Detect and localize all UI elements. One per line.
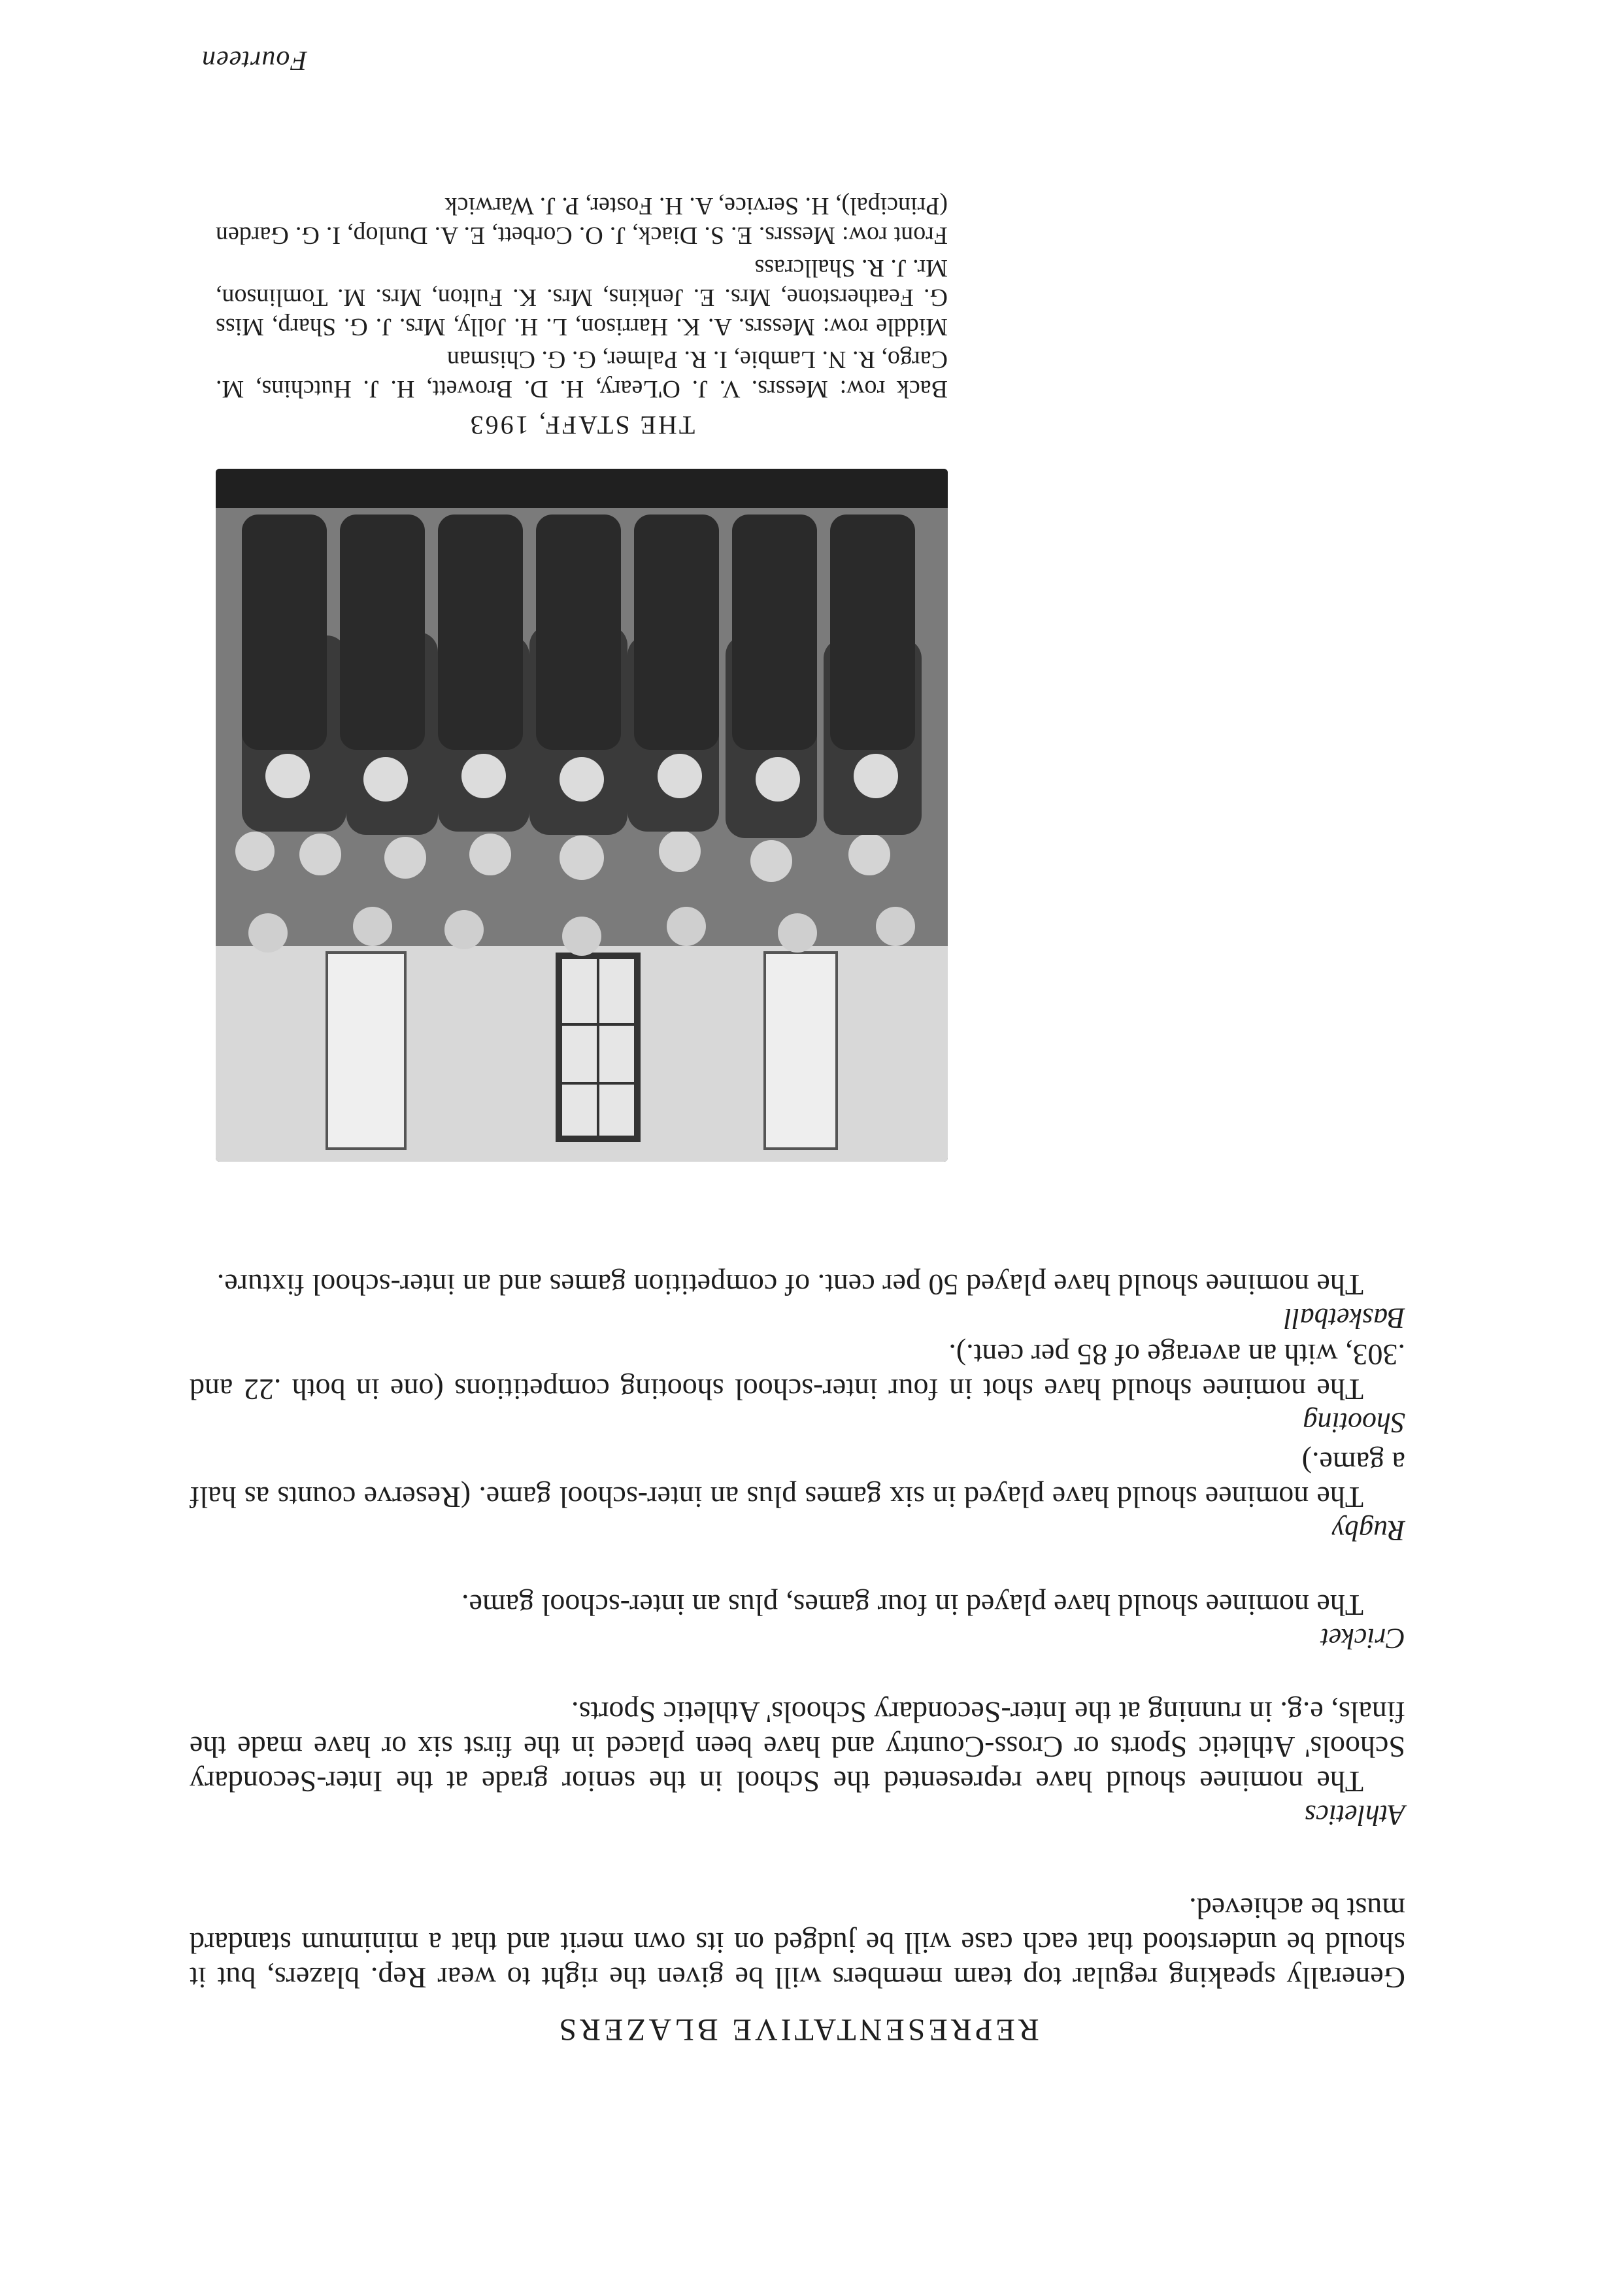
caption-back-row: Back row: Messrs. V. J. O'Leary, H. D. Browett, H. J. Hutchins, M. Cargo, R. N. Lambie, I. R. Palmer, G. G. Chisman xyxy=(216,346,948,403)
section-title-athletics: Athletics xyxy=(1305,1799,1405,1831)
caption-front-row: Front row: Messrs. E. S. Diack, J. O. Corbett, E. A. Dunlop, I. G. Garden (Principal), H. Service, A. H. Foster, P. J. Warwick xyxy=(216,192,948,249)
section-body-cricket: The nominee should have played in four games, plus an inter-school game. xyxy=(461,1589,1363,1622)
section-body-basketball: The nominee should have played 50 per cent. of competition games and an inter-school fixture. xyxy=(216,1268,1363,1302)
section-body-athletics: The nominee should have represented the School in the senior grade at the Inter-Secondary Schools' Athletic Sports or Cross-Country and have been placed in the first six or have made the finals, e.g. in running at the Inter-Secondary Schools' Athletic Sports. xyxy=(190,1696,1405,1798)
section-title-shooting: Shooting xyxy=(1303,1407,1405,1439)
caption-middle-row: Middle row: Messrs. A. K. Harrison, L. H. Jolly, Mrs. J. G. Sharp, Miss G. Featherstone, Mrs. E. Jenkins, Mrs. K. Fulton, Mrs. M. Tomlinson, Mr. J. R. Shallcrass xyxy=(216,254,948,341)
section-body-rugby: The nominee should have played in six games plus an inter-school game. (Reserve counts as half a game.) xyxy=(190,1446,1405,1514)
section-title-cricket: Cricket xyxy=(1320,1623,1405,1655)
section-title-rugby: Rugby xyxy=(1331,1515,1405,1547)
page-heading: REPRESENTATIVE BLAZERS xyxy=(556,2012,1039,2047)
section-title-basketball: Basketball xyxy=(1284,1302,1405,1334)
intro-paragraph: Generally speaking regular top team members will be given the right to wear Rep. blazers, but it should be understood that each case will be judged on its own merit and that a minimum standard must be achieved. xyxy=(190,1892,1405,1995)
section-body-shooting: The nominee should have shot in four inter-school shooting competitions (one in both .22 and .303, with an average of 85 per cent.). xyxy=(190,1338,1405,1406)
page-number: Fourteen xyxy=(201,45,307,75)
staff-group-photo xyxy=(216,469,948,1162)
photo-caption-title: THE STAFF, 1963 xyxy=(468,411,695,440)
